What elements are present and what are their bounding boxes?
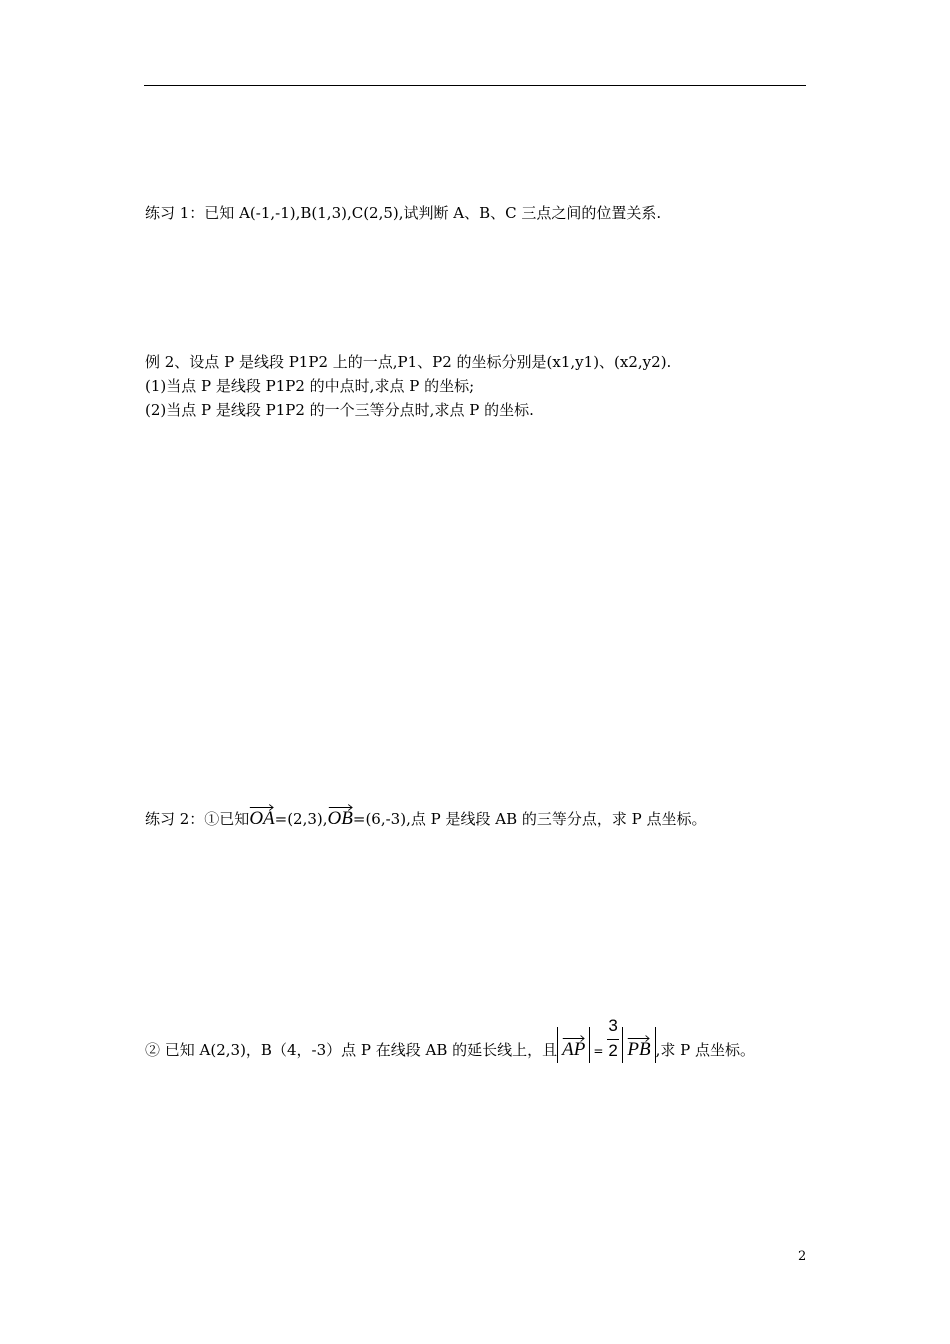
vector-arrow-icon — [249, 803, 274, 812]
exercise-2-lead: 练习 2：①已知 — [145, 810, 250, 828]
exercise-2-value-1: =(2,3), — [274, 810, 328, 828]
magnitude-ap — [557, 1041, 590, 1059]
vector-ob: OB — [328, 810, 353, 828]
exercise-2-value-2: =(6,-3),点 P 是线段 AB 的三等分点，求 P 点坐标。 — [352, 810, 707, 828]
page-number: 2 — [798, 1249, 807, 1264]
example-2-part-2: (2)当点 P 是线段 P1P2 的一个三等分点时,求点 P 的坐标. — [145, 401, 534, 419]
exercise-2b-lead: ② 已知 A(2,3)，B（4，-3）点 P 在线段 AB 的延长线上，且 — [145, 1041, 558, 1059]
vector-arrow-icon — [562, 1034, 585, 1043]
vector-oa: OA — [249, 810, 274, 828]
fraction-three-halves — [606, 1016, 622, 1071]
exercise-2b-tail: ,求 P 点坐标。 — [655, 1041, 756, 1059]
example-2-part-1: (1)当点 P 是线段 P1P2 的中点时,求点 P 的坐标; — [145, 377, 475, 395]
exercise-2-part-1 — [145, 810, 707, 828]
vector-arrow-icon — [328, 803, 353, 812]
exercise-2-part-2 — [145, 1016, 756, 1071]
fraction-denominator: 2 — [608, 1041, 618, 1060]
header-rule — [144, 85, 806, 86]
fraction-bar — [607, 1039, 619, 1040]
vector-ap: AP — [562, 1041, 585, 1059]
vector-arrow-icon — [627, 1034, 650, 1043]
example-2-intro: 例 2、设点 P 是线段 P1P2 上的一点,P1、P2 的坐标分别是(x1,y1)、(x2,y2). — [145, 353, 672, 371]
equals-sign: = — [593, 1044, 604, 1058]
fraction-numerator: 3 — [608, 1016, 618, 1035]
exercise-1: 练习 1：已知 A(-1,-1),B(1,3),C(2,5),试判断 A、B、C 三点之间的位置关系. — [145, 204, 662, 222]
magnitude-pb — [622, 1041, 655, 1059]
vector-pb: PB — [627, 1041, 650, 1059]
